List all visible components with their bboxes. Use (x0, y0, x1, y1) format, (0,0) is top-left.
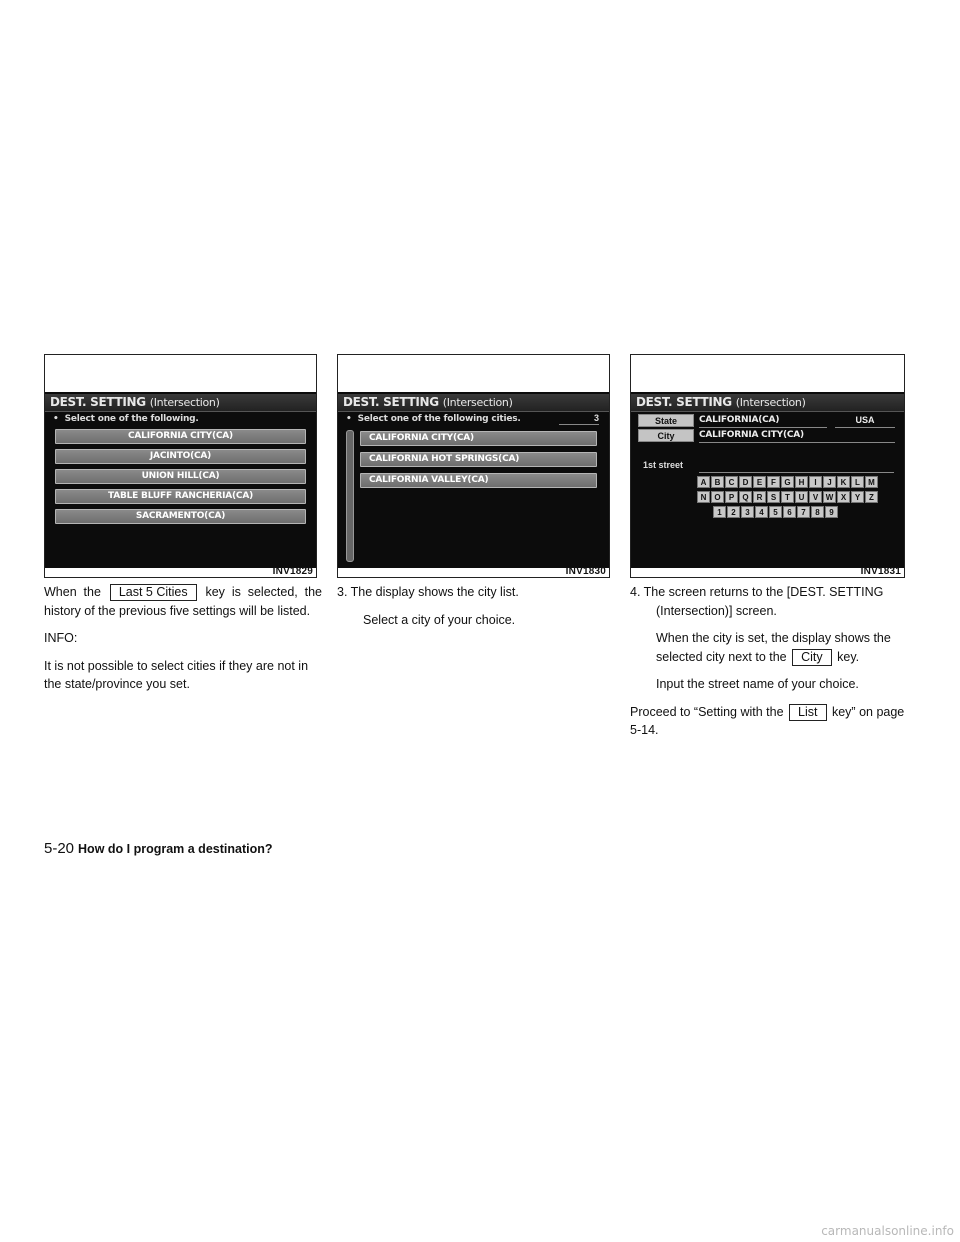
screen-prompt: • Select one of the following cities. (346, 414, 521, 424)
key-a[interactable]: A (697, 476, 710, 488)
key-l[interactable]: L (851, 476, 864, 488)
nav-screen (45, 392, 316, 568)
figure-last-five-cities (44, 354, 317, 578)
nav-screen (631, 392, 904, 568)
watermark: carmanualsonline.info (821, 1224, 954, 1238)
last-5-cities-key: Last 5 Cities (110, 584, 197, 601)
figure-id: INV1831 (860, 566, 901, 577)
result-count: 3 (559, 413, 599, 425)
step-3: 3. The display shows the city list. (337, 585, 519, 599)
state-key[interactable]: State (638, 414, 694, 427)
paragraph: It is not possible to select cities if they are not in the state/province you set. (44, 658, 309, 691)
section-title: How do I program a destination? (78, 842, 273, 856)
key-b[interactable]: B (711, 476, 724, 488)
key-3[interactable]: 3 (741, 506, 754, 518)
keyboard-row (713, 506, 838, 518)
screen-title: DEST. SETTING (Intersection) (631, 394, 904, 412)
key-z[interactable]: Z (865, 491, 878, 503)
city-option[interactable]: CALIFORNIA HOT SPRINGS(CA) (360, 452, 597, 467)
key-2[interactable]: 2 (727, 506, 740, 518)
screen-title: DEST. SETTING (Intersection) (45, 394, 316, 412)
key-k[interactable]: K (837, 476, 850, 488)
key-1[interactable]: 1 (713, 506, 726, 518)
key-4[interactable]: 4 (755, 506, 768, 518)
screen-title: DEST. SETTING (Intersection) (338, 394, 609, 412)
key-t[interactable]: T (781, 491, 794, 503)
text-column-2 (337, 583, 615, 638)
step-4-detail-2: Input the street name of your choice. (656, 677, 859, 691)
step-4-detail: When the city is set, the display shows the selected city next to the City key. (656, 631, 891, 664)
list-key-ref: List (789, 704, 826, 721)
text-column-3 (630, 583, 905, 749)
key-6[interactable]: 6 (783, 506, 796, 518)
figure-street-input (630, 354, 905, 578)
street-input[interactable] (699, 472, 894, 473)
key-s[interactable]: S (767, 491, 780, 503)
city-option[interactable]: JACINTO(CA) (55, 449, 306, 464)
step-4: 4. The screen returns to the [DEST. SETTING (Intersection)] screen. (630, 585, 884, 618)
bullet-icon: • (53, 414, 59, 424)
key-f[interactable]: F (767, 476, 780, 488)
city-key-ref: City (792, 649, 832, 666)
key-e[interactable]: E (753, 476, 766, 488)
key-u[interactable]: U (795, 491, 808, 503)
bullet-icon: • (346, 414, 352, 424)
scrollbar[interactable] (346, 430, 354, 562)
key-i[interactable]: I (809, 476, 822, 488)
figure-city-list (337, 354, 610, 578)
screen-prompt: • Select one of the following. (53, 414, 199, 424)
key-5[interactable]: 5 (769, 506, 782, 518)
figure-id: INV1830 (565, 566, 606, 577)
paragraph: When the Last 5 Cities key is selected, the history of the previous five settings will be listed. (44, 585, 323, 618)
street-label: 1st street (643, 460, 684, 470)
key-c[interactable]: C (725, 476, 738, 488)
city-option[interactable]: CALIFORNIA CITY(CA) (360, 431, 597, 446)
keyboard-row (697, 491, 878, 503)
key-p[interactable]: P (725, 491, 738, 503)
key-w[interactable]: W (823, 491, 836, 503)
key-7[interactable]: 7 (797, 506, 810, 518)
page-number: 5-20 (44, 840, 75, 857)
key-n[interactable]: N (697, 491, 710, 503)
step-3-detail: Select a city of your choice. (363, 612, 516, 627)
proceed-paragraph: Proceed to “Setting with the List key” on page 5-14. (630, 704, 905, 737)
page-footer (44, 840, 272, 858)
key-q[interactable]: Q (739, 491, 752, 503)
key-9[interactable]: 9 (825, 506, 838, 518)
city-option[interactable]: UNION HILL(CA) (55, 469, 306, 484)
state-value: CALIFORNIA(CA) (699, 414, 827, 428)
key-d[interactable]: D (739, 476, 752, 488)
city-option[interactable]: SACRAMENTO(CA) (55, 509, 306, 524)
text-column-1 (44, 583, 322, 703)
city-option[interactable]: CALIFORNIA VALLEY(CA) (360, 473, 597, 488)
city-key[interactable]: City (638, 429, 694, 442)
city-option[interactable]: TABLE BLUFF RANCHERIA(CA) (55, 489, 306, 504)
key-g[interactable]: G (781, 476, 794, 488)
key-j[interactable]: J (823, 476, 836, 488)
figure-id: INV1829 (272, 566, 313, 577)
key-8[interactable]: 8 (811, 506, 824, 518)
key-x[interactable]: X (837, 491, 850, 503)
key-m[interactable]: M (865, 476, 878, 488)
info-heading: INFO: (44, 631, 78, 645)
city-option[interactable]: CALIFORNIA CITY(CA) (55, 429, 306, 444)
key-o[interactable]: O (711, 491, 724, 503)
city-value: CALIFORNIA CITY(CA) (699, 429, 895, 443)
key-y[interactable]: Y (851, 491, 864, 503)
country-value: USA (835, 414, 895, 428)
keyboard-row (697, 476, 878, 488)
key-v[interactable]: V (809, 491, 822, 503)
key-h[interactable]: H (795, 476, 808, 488)
key-r[interactable]: R (753, 491, 766, 503)
nav-screen (338, 392, 609, 568)
